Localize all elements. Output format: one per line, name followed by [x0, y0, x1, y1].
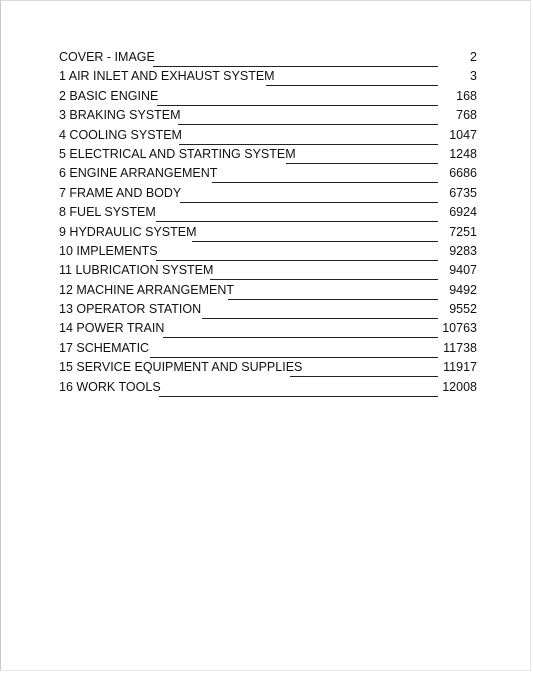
toc-entry-title: 16 WORK TOOLS — [59, 379, 161, 394]
toc-leader-line — [290, 376, 438, 377]
toc-entry-page: 768 — [456, 108, 477, 123]
toc-leader-line — [212, 182, 438, 183]
toc-entry-page: 9552 — [449, 302, 477, 317]
toc-entry-title: COVER - IMAGE — [59, 50, 155, 64]
toc-entry-page: 6686 — [449, 166, 477, 181]
toc-entry-page: 6735 — [449, 185, 477, 200]
toc-entry-page: 11917 — [443, 360, 477, 375]
toc-entry-air-inlet-and-exhaust-system[interactable] — [59, 69, 477, 88]
toc-entry-braking-system[interactable] — [59, 108, 477, 127]
toc-entry-cover-image[interactable] — [59, 50, 477, 69]
toc-entry-work-tools[interactable] — [59, 380, 477, 399]
toc-leader-line — [159, 396, 438, 397]
toc-leader-line — [202, 318, 438, 319]
toc-entry-title: 14 POWER TRAIN — [59, 321, 165, 336]
toc-entry-title: 11 LUBRICATION SYSTEM — [59, 263, 214, 278]
toc-entry-operator-station[interactable] — [59, 302, 477, 321]
toc-entry-page: 9283 — [449, 243, 477, 258]
toc-entry-page: 1047 — [449, 127, 477, 142]
toc-leader-line — [153, 66, 438, 67]
toc-leader-line — [157, 105, 438, 106]
toc-entry-implements[interactable] — [59, 244, 477, 263]
toc-leader-line — [156, 221, 438, 222]
toc-leader-line — [210, 279, 438, 280]
toc-entry-schematic[interactable] — [59, 341, 477, 360]
table-of-contents — [59, 50, 477, 399]
toc-entry-page: 11738 — [443, 340, 477, 355]
toc-entry-page: 3 — [470, 69, 477, 84]
toc-entry-title: 1 AIR INLET AND EXHAUST SYSTEM — [59, 69, 275, 84]
toc-entry-title: 7 FRAME AND BODY — [59, 185, 182, 200]
toc-entry-title: 8 FUEL SYSTEM — [59, 205, 156, 220]
toc-entry-electrical-and-starting-system[interactable] — [59, 147, 477, 166]
toc-entry-power-train[interactable] — [59, 321, 477, 340]
toc-entry-title: 2 BASIC ENGINE — [59, 88, 159, 103]
toc-entry-title: 10 IMPLEMENTS — [59, 243, 158, 258]
toc-entry-frame-and-body[interactable] — [59, 186, 477, 205]
toc-entry-engine-arrangement[interactable] — [59, 166, 477, 185]
toc-entry-page: 2 — [470, 50, 477, 64]
toc-entry-title: 12 MACHINE ARRANGEMENT — [59, 282, 235, 297]
toc-entry-page: 9407 — [449, 263, 477, 278]
toc-leader-line — [150, 357, 438, 358]
toc-leader-line — [192, 241, 438, 242]
toc-entry-page: 9492 — [449, 282, 477, 297]
toc-entry-title: 6 ENGINE ARRANGEMENT — [59, 166, 218, 181]
toc-entry-title: 9 HYDRAULIC SYSTEM — [59, 224, 197, 239]
toc-entry-machine-arrangement[interactable] — [59, 283, 477, 302]
toc-entry-page: 1248 — [449, 146, 477, 161]
toc-entry-title: 3 BRAKING SYSTEM — [59, 108, 181, 123]
toc-leader-line — [178, 124, 438, 125]
toc-entry-page: 12008 — [442, 379, 477, 394]
toc-leader-line — [180, 202, 438, 203]
toc-entry-page: 6924 — [449, 205, 477, 220]
toc-entry-title: 17 SCHEMATIC — [59, 340, 150, 355]
toc-entry-fuel-system[interactable] — [59, 205, 477, 224]
toc-entry-title: 5 ELECTRICAL AND STARTING SYSTEM — [59, 146, 296, 161]
toc-entry-title: 13 OPERATOR STATION — [59, 302, 202, 317]
toc-entry-page: 168 — [456, 88, 477, 103]
toc-entry-lubrication-system[interactable] — [59, 263, 477, 282]
toc-leader-line — [266, 85, 438, 86]
toc-entry-title: 4 COOLING SYSTEM — [59, 127, 182, 142]
toc-entry-cooling-system[interactable] — [59, 128, 477, 147]
toc-leader-line — [179, 144, 438, 145]
toc-entry-hydraulic-system[interactable] — [59, 225, 477, 244]
toc-entry-page: 10763 — [442, 321, 477, 336]
toc-entry-service-equipment-and-supplies[interactable] — [59, 360, 477, 379]
toc-leader-line — [163, 337, 438, 338]
toc-entry-title: 15 SERVICE EQUIPMENT AND SUPPLIES — [59, 360, 303, 375]
toc-leader-line — [286, 163, 438, 164]
toc-leader-line — [156, 260, 438, 261]
toc-entry-basic-engine[interactable] — [59, 89, 477, 108]
toc-leader-line — [228, 299, 438, 300]
toc-entry-page: 7251 — [449, 224, 477, 239]
